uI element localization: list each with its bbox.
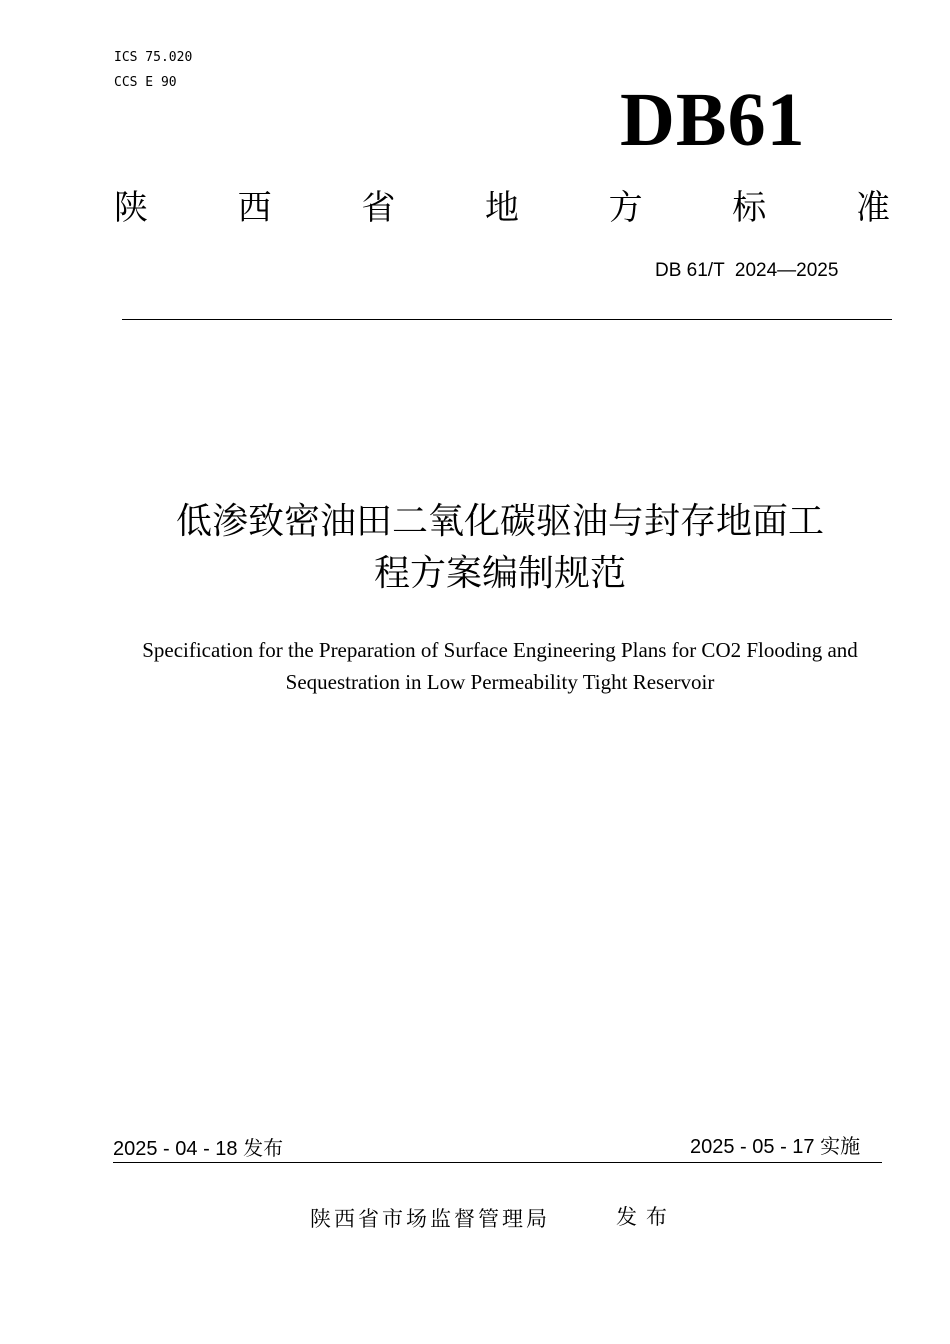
footer-divider bbox=[113, 1162, 882, 1163]
standard-type-char: 准 bbox=[855, 188, 890, 228]
standard-type-char: 地 bbox=[484, 188, 519, 228]
publish-date: 2025 - 04 - 18 发布 bbox=[113, 1138, 284, 1160]
standard-type-char: 标 bbox=[732, 188, 767, 228]
english-title bbox=[100, 634, 900, 698]
standard-logo: DB61 bbox=[620, 78, 806, 162]
english-title-line-1: Specification for the Preparation of Surface Engineering Plans for CO2 Flooding and bbox=[142, 638, 858, 662]
issue-label: 发布 bbox=[616, 1205, 676, 1229]
implement-date: 2025 - 05 - 17 实施 bbox=[690, 1136, 861, 1158]
standard-type-char: 省 bbox=[361, 188, 396, 228]
ccs-code: CCS E 90 bbox=[114, 75, 177, 90]
chinese-title-line-2: 程方案编制规范 bbox=[373, 553, 626, 594]
chinese-title-line-1: 低渗致密油田二氧化碳驱油与封存地面工 bbox=[175, 501, 824, 542]
standard-type-char: 陕 bbox=[114, 188, 148, 228]
standard-type-char: 方 bbox=[608, 188, 643, 228]
ics-code: ICS 75.020 bbox=[114, 50, 193, 65]
standard-type-heading bbox=[114, 188, 890, 228]
standard-number: DB 61/T 2024—2025 bbox=[655, 260, 839, 281]
header-divider bbox=[122, 319, 892, 320]
chinese-title bbox=[100, 496, 900, 600]
english-title-line-2: Sequestration in Low Permeability Tight Reservoir bbox=[285, 670, 715, 694]
issuing-authority: 陕西省市场监督管理局 bbox=[310, 1207, 550, 1231]
standard-type-char: 西 bbox=[237, 188, 272, 228]
